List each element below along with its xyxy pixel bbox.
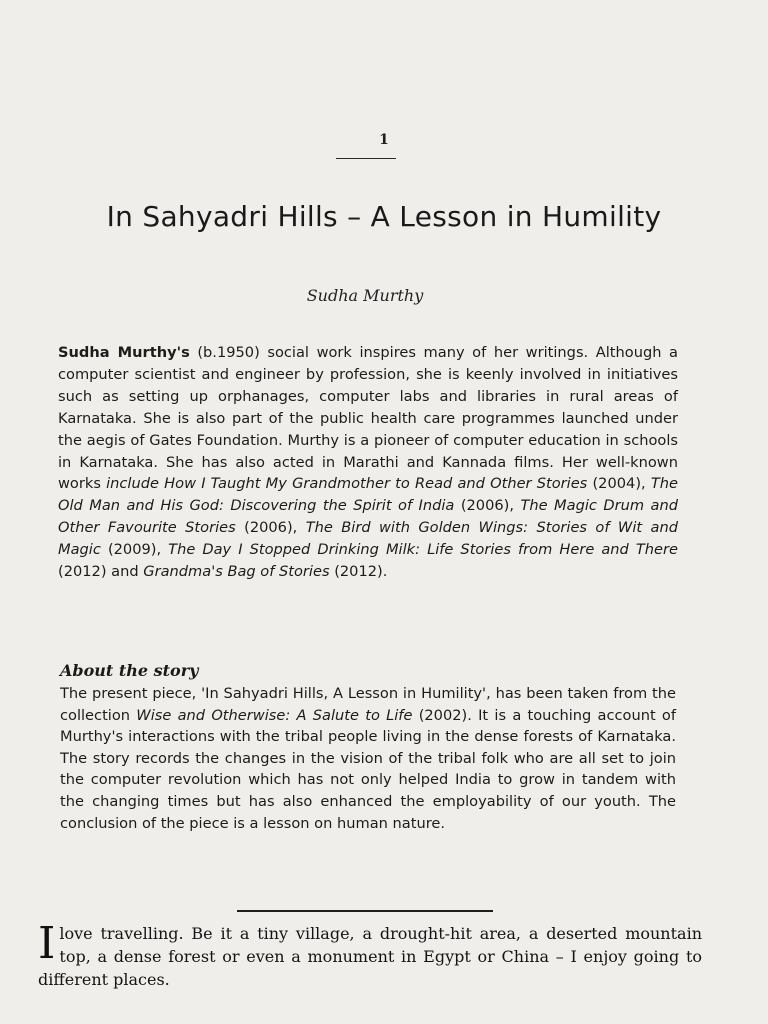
collection-title: Wise and Otherwise: A Salute to Life [136, 706, 413, 724]
bio-work-title: Grandma's Bag of Stories [143, 563, 330, 581]
about-story-text [60, 683, 676, 834]
bio-work-title: The Magic Drum and Other Favourite Stories [58, 497, 678, 537]
bio-text: (2004), [587, 475, 651, 493]
bio-text: (2006), [454, 497, 521, 515]
chapter-number: 1 [379, 132, 389, 148]
bio-text: (2009), [100, 541, 169, 559]
author-name: Sudha Murthy [306, 286, 424, 305]
bio-text: (2012) and [58, 563, 144, 581]
story-opening-text: love travelling. Be it a tiny village, a drought-hit area, a deserted mountain top, a dense forest or even a monument in Egypt or China – I enjoy going to different places. [38, 924, 702, 989]
section-divider [237, 910, 493, 912]
chapter-number-rule [336, 158, 396, 159]
story-opening-paragraph [38, 918, 702, 991]
about-text: (2002). It is a touching account of Murthy's interactions with the tribal people living in the dense forests of Karnataka. The story records the changes in the vision of the tribal folk who are all set to join the computer revolution which has not only helped India to grow in tandem with the changing times but has also enhanced the employability of our youth. The conclusion of the piece is a lesson on human nature. [60, 706, 676, 832]
bio-work-title: The Bird with Golden Wings: Stories of Wit and Magic [58, 519, 678, 559]
bio-work-title: The Old Man and His God: Discovering the Spirit of India [58, 475, 678, 515]
bio-text: (2012). [329, 563, 388, 581]
bio-work-title: include How I Taught My Grandmother to Read and Other Stories [106, 475, 588, 493]
about-text: The present piece, 'In Sahyadri Hills, A Lesson in Humility', has been taken from the collection [60, 685, 676, 724]
chapter-title: In Sahyadri Hills – A Lesson in Humility [106, 200, 662, 233]
author-bio [58, 342, 678, 583]
bio-author-name: Sudha Murthy's [58, 344, 190, 361]
bio-text: (b.1950) social work inspires many of her writings. Although a computer scientist and engineer by profession, she is keenly involved in initiatives such as setting up orphanages, computer labs and libraries in rural areas of Karnataka. She is also part of the public health care programmes launched under the aegis of Gates Foundation. Murthy is a pioneer of computer education in schools in Karnataka. She has also acted in Marathi and Kannada films. Her well-known works [58, 344, 679, 493]
about-story-heading: About the story [60, 661, 199, 680]
bio-work-title: The Day I Stopped Drinking Milk: Life Stories from Here and There [168, 541, 678, 559]
bio-text: (2006), [235, 519, 306, 537]
drop-cap: I [38, 918, 56, 969]
